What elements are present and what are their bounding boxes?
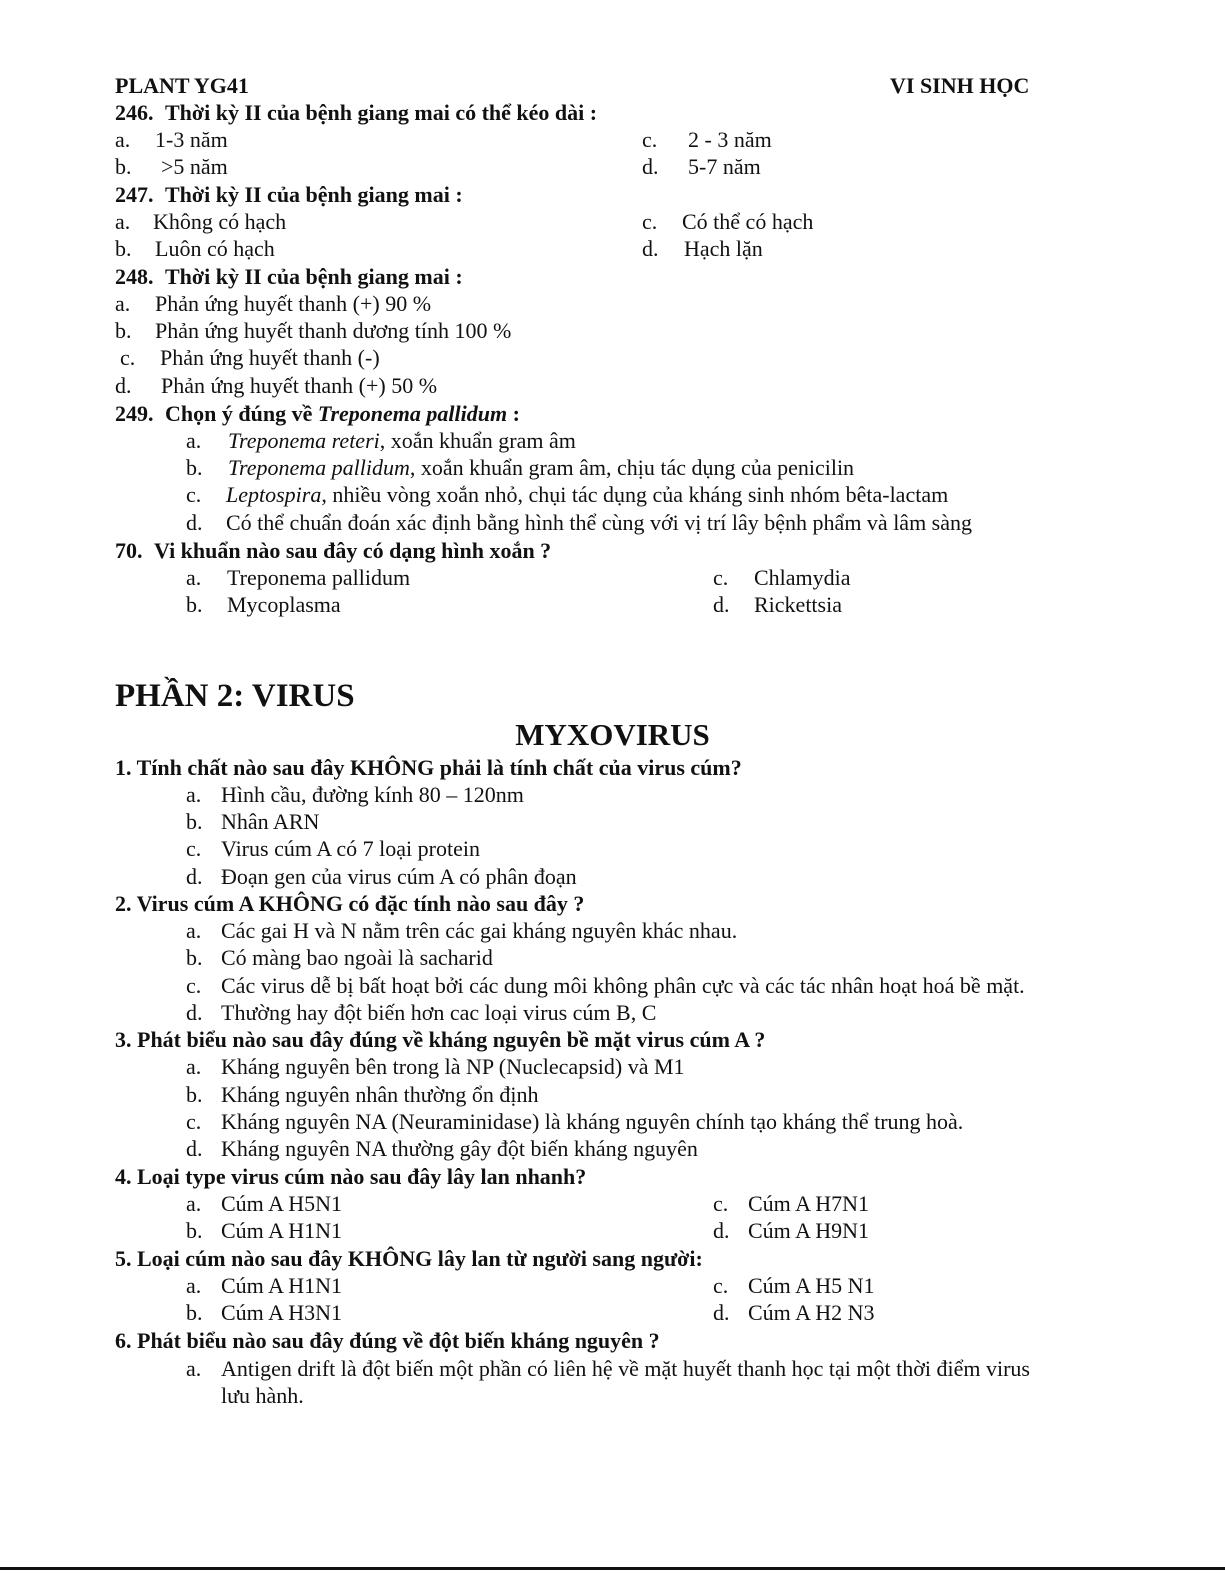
- question-247: [115, 181, 463, 208]
- option-c: c. Cúm A H7N1: [713, 1191, 870, 1216]
- question-text-italic: Treponema pallidum: [317, 401, 508, 426]
- option-a-continued: lưu hành.: [221, 1383, 304, 1408]
- question-v4: 4. Loại type virus cúm nào sau đây lây lan nhanh?: [115, 1164, 587, 1189]
- option-c: c. Chlamydia: [713, 565, 851, 590]
- option-a: a. Cúm A H5N1: [186, 1191, 343, 1216]
- question-v6: 6. Phát biểu nào sau đây đúng về đột biến kháng nguyên ?: [115, 1328, 660, 1353]
- option-c: c. Có thể có hạch: [642, 209, 814, 234]
- question-text: Vi khuẩn nào sau đây có dạng hình xoắn ?: [154, 538, 552, 563]
- option-b: b. Có màng bao ngoài là sacharid: [186, 945, 493, 970]
- option-a: a. Không có hạch: [115, 209, 287, 234]
- option-d: d. 5-7 năm: [642, 154, 761, 179]
- question-v1: 1. Tính chất nào sau đây KHÔNG phải là tính chất của virus cúm?: [115, 755, 742, 780]
- question-v2: 2. Virus cúm A KHÔNG có đặc tính nào sau đây ?: [115, 891, 585, 916]
- section-title: MYXOVIRUS: [515, 717, 710, 752]
- option-a: a. Antigen drift là đột biến một phần có liên hệ về mặt huyết thanh học tại một thời điểm virus: [186, 1356, 1030, 1381]
- question-number: 247.: [115, 182, 154, 207]
- question-v5: 5. Loại cúm nào sau đây KHÔNG lây lan từ người sang người:: [115, 1246, 703, 1271]
- question-number: 248.: [115, 264, 154, 289]
- question-249: 249. Chọn ý đúng về Treponema pallidum :: [115, 401, 520, 426]
- option-a: a. Kháng nguyên bên trong là NP (Nuclecapsid) và M1: [186, 1054, 685, 1079]
- header-right: VI SINH HỌC: [890, 73, 1030, 98]
- option-b: b. >5 năm: [115, 154, 228, 179]
- question-text: Thời kỳ II của bệnh giang mai :: [165, 264, 463, 289]
- question-text: Chọn ý đúng về: [165, 401, 318, 426]
- option-a: a. Phản ứng huyết thanh (+) 90 %: [115, 291, 432, 316]
- option-c: c. Leptospira, nhiều vòng xoắn nhỏ, chụi tác dụng của kháng sinh nhóm bêta-lactam: [186, 482, 949, 507]
- option-d: d. Kháng nguyên NA thường gây đột biến kháng nguyên: [186, 1136, 698, 1161]
- option-b: b. Kháng nguyên nhân thường ổn định: [186, 1082, 539, 1107]
- option-a: a. Các gai H và N nằm trên các gai kháng nguyên khác nhau.: [186, 918, 738, 943]
- option-b: b. Phản ứng huyết thanh dương tính 100 %: [115, 318, 512, 343]
- part-title: PHẦN 2: VIRUS: [115, 678, 355, 714]
- question-248: [115, 263, 463, 290]
- option-c: c. Virus cúm A có 7 loại protein: [186, 836, 480, 861]
- option-b: b. Cúm A H3N1: [186, 1300, 343, 1325]
- header-left: PLANT YG41: [115, 73, 249, 98]
- option-d: d. Cúm A H9N1: [713, 1218, 870, 1243]
- option-a: a. Hình cầu, đường kính 80 – 120nm: [186, 782, 524, 807]
- option-d: d. Hạch lặn: [642, 236, 763, 261]
- option-d: d. Thường hay đột biến hơn cac loại virus cúm B, C: [186, 1000, 657, 1025]
- question-70: [115, 537, 551, 564]
- option-b: b. Mycoplasma: [186, 592, 341, 617]
- option-b: b. Treponema pallidum, xoắn khuẩn gram âm, chịu tác dụng của penicilin: [186, 455, 855, 480]
- option-c: c. Các virus dễ bị bất hoạt bởi các dung môi không phân cực và các tác nhân hoạt hoá bề mặt.: [186, 973, 1025, 998]
- question-number: 249.: [115, 401, 154, 426]
- option-a: a. Treponema reteri, xoắn khuẩn gram âm: [186, 428, 576, 453]
- option-d: d. Phản ứng huyết thanh (+) 50 %: [115, 373, 438, 398]
- option-d: d. Đoạn gen của virus cúm A có phân đoạn: [186, 864, 577, 889]
- option-c: c. Phản ứng huyết thanh (-): [120, 345, 380, 370]
- question-246: [115, 99, 597, 126]
- option-b: b. Luôn có hạch: [115, 236, 275, 261]
- option-d: d. Cúm A H2 N3: [713, 1300, 875, 1325]
- option-b: b. Cúm A H1N1: [186, 1218, 343, 1243]
- option-a: a. Cúm A H1N1: [186, 1273, 343, 1298]
- question-number: 246.: [115, 100, 154, 125]
- option-d: d. Có thể chuẩn đoán xác định bằng hình thể cùng với vị trí lây bệnh phẩm và lâm sàng: [186, 510, 973, 535]
- question-text: Thời kỳ II của bệnh giang mai có thể kéo dài :: [165, 100, 598, 125]
- option-a: a. Treponema pallidum: [186, 565, 411, 590]
- option-c: c. Cúm A H5 N1: [713, 1273, 875, 1298]
- question-v3: 3. Phát biểu nào sau đây đúng về kháng nguyên bề mặt virus cúm A ?: [115, 1027, 766, 1052]
- question-number: 70.: [115, 538, 143, 563]
- bottom-border: [0, 1567, 1225, 1570]
- option-b: b. Nhân ARN: [186, 809, 320, 834]
- question-text: Thời kỳ II của bệnh giang mai :: [165, 182, 463, 207]
- option-a: a. 1-3 năm: [115, 127, 228, 152]
- option-d: d. Rickettsia: [713, 592, 842, 617]
- option-c: c. Kháng nguyên NA (Neuraminidase) là kháng nguyên chính tạo kháng thể trung hoà.: [186, 1109, 964, 1134]
- option-c: c. 2 - 3 năm: [642, 127, 772, 152]
